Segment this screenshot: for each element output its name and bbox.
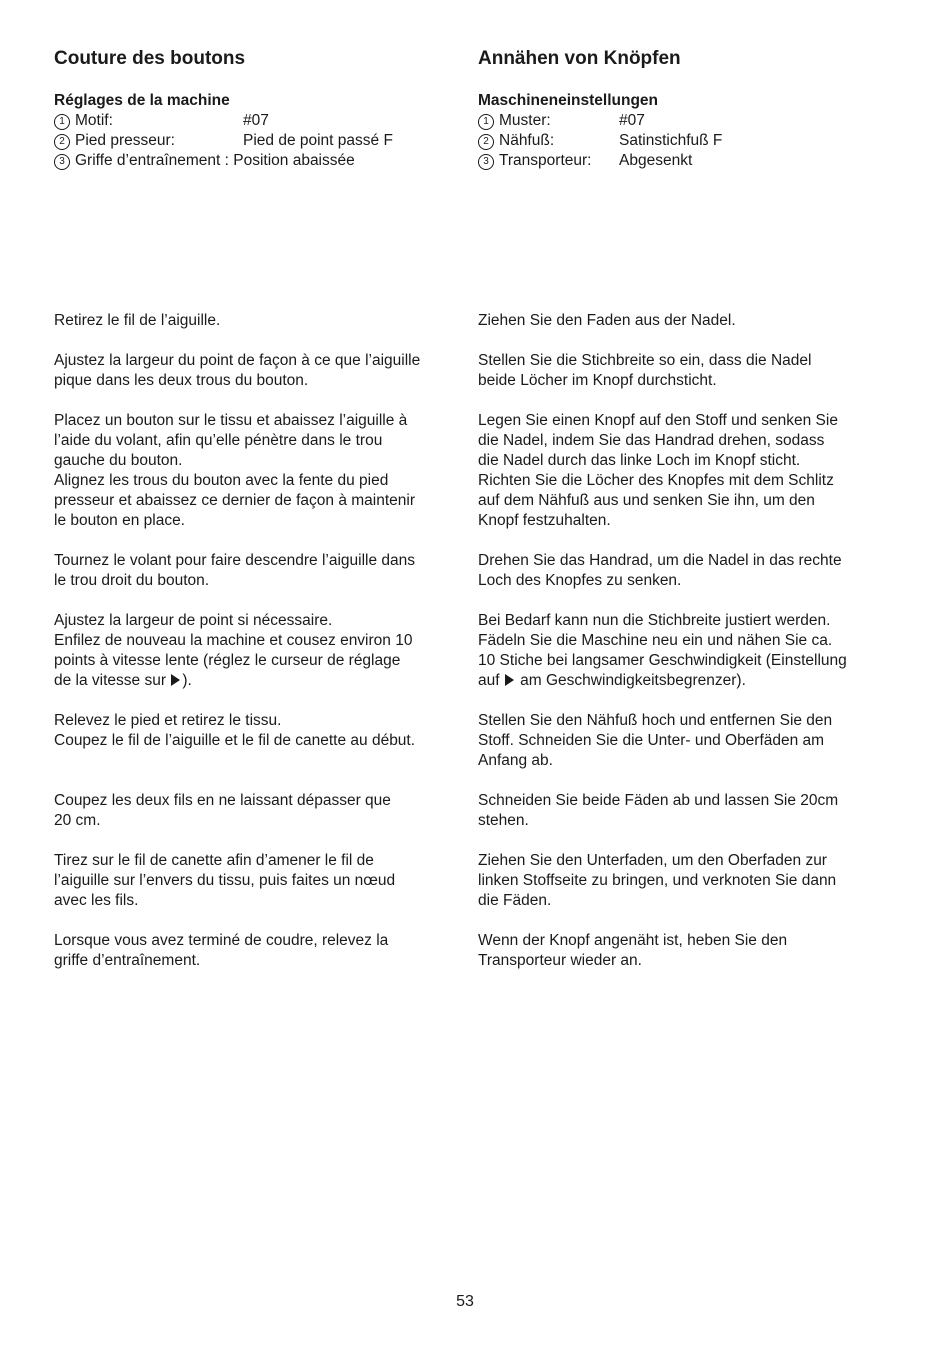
instruction-paragraph [478,351,811,391]
instruction-paragraph [478,851,836,911]
circled-number-icon: 3 [478,154,494,170]
setting-label-cell [54,111,243,131]
text-line: Ziehen Sie den Unterfaden, um den Oberfaden zur [478,852,827,869]
text-line: Alignez les trous du bouton avec la fente du pied [54,472,389,489]
setting-value: Abgesenkt [619,152,693,169]
circled-number-icon: 3 [54,154,70,170]
instruction-paragraph [478,711,832,771]
text-line: Fädeln Sie die Maschine neu ein und nähen Sie ca. [478,632,833,649]
section-title-fr: Couture des boutons [54,48,246,69]
text-line: Stellen Sie den Nähfuß hoch und entfernen Sie den [478,712,833,729]
machine-settings-fr [54,91,393,171]
instruction-paragraph [54,411,415,531]
text-line: Retirez le fil de l’aiguille. [54,312,221,329]
text-line: Wenn der Knopf angenäht ist, heben Sie den [478,932,788,949]
text-fragment: de la vitesse sur [54,672,171,689]
text-line: Loch des Knopfes zu senken. [478,572,682,589]
setting-label: Nähfuß: [499,132,555,149]
text-line: Ziehen Sie den Faden aus der Nadel. [478,312,736,329]
text-line: Knopf festzuhalten. [478,512,611,529]
setting-label-cell [478,151,619,171]
instruction-paragraph [54,851,395,911]
text-line: Coupez le fil de l’aiguille et le fil de canette au début. [54,732,416,749]
instruction-paragraph [54,791,391,831]
setting-label-cell [478,111,619,131]
text-line: points à vitesse lente (réglez le curseur de réglage [54,652,401,669]
text-line: griffe d’entraînement. [54,952,201,969]
instruction-paragraph [54,711,415,751]
text-line: Relevez le pied et retirez le tissu. [54,712,282,729]
text-line: Enfilez de nouveau la machine et cousez environ 10 [54,632,413,649]
setting-label-cell [54,151,229,171]
setting-row-pattern-fr [54,111,393,131]
text-line: avec les fils. [54,892,139,909]
setting-label-cell [54,131,243,151]
text-line: die Nadel durch das linke Loch im Knopf sticht. [478,452,801,469]
text-line: Tournez le volant pour faire descendre l’aiguille dans [54,552,416,569]
setting-value: #07 [243,112,269,129]
setting-row-feed-dogs-fr [54,151,393,171]
text-fragment: am Geschwindigkeitsbegrenzer). [515,672,746,689]
text-line: 20 cm. [54,812,101,829]
settings-title-fr: Réglages de la machine [54,92,230,109]
circled-number-icon: 2 [478,134,494,150]
text-line: 10 Stiche bei langsamer Geschwindigkeit (Einstellung [478,652,847,669]
setting-label: Motif: [75,112,113,129]
setting-label: Griffe d’entraînement : [75,152,229,169]
text-line: Tirez sur le fil de canette afin d’amener le fil de [54,852,374,869]
text-line: Placez un bouton sur le tissu et abaissez l’aiguille à [54,412,408,429]
text-line: gauche du bouton. [54,452,183,469]
text-line: Richten Sie die Löcher des Knopfes mit dem Schlitz [478,472,834,489]
text-line: l’aiguille sur l’envers du tissu, puis faites un nœud [54,872,396,889]
text-line: Ajustez la largeur du point de façon à ce que l’aiguille [54,352,421,369]
setting-row-foot-fr [54,131,393,151]
text-line: beide Löcher im Knopf durchsticht. [478,372,717,389]
instruction-paragraph [478,791,838,831]
instruction-paragraph [54,931,388,971]
section-title-de: Annähen von Knöpfen [478,48,681,69]
instruction-paragraph [478,311,736,331]
circled-number-icon: 1 [478,114,494,130]
text-line: Stoff. Schneiden Sie die Unter- und Oberfäden am [478,732,825,749]
instruction-paragraph [478,551,842,591]
text-fragment: ). [182,672,192,689]
setting-label: Muster: [499,112,551,129]
text-line: stehen. [478,812,529,829]
text-line: le trou droit du bouton. [54,572,210,589]
setting-value: Satinstichfuß F [619,132,723,149]
setting-label-cell [478,131,619,151]
text-line: l’aide du volant, afin qu’elle pénètre dans le trou [54,432,383,449]
text-line: Coupez les deux fils en ne laissant dépasser que [54,792,391,809]
instruction-paragraph [478,411,838,531]
text-line: Anfang ab. [478,752,553,769]
text-line: die Nadel, indem Sie das Handrad drehen, sodass [478,432,825,449]
settings-title-de: Maschineneinstellungen [478,92,659,109]
instruction-paragraph [54,311,220,331]
text-fragment: auf [478,672,504,689]
text-line: linken Stoffseite zu bringen, und verknoten Sie dann [478,872,837,889]
text-line: Bei Bedarf kann nun die Stichbreite justiert werden. [478,612,831,629]
instruction-paragraph [54,611,412,691]
circled-number-icon: 1 [54,114,70,130]
instruction-paragraph [54,551,415,591]
text-line [478,671,847,691]
text-line [54,671,412,691]
instruction-paragraph [478,611,847,691]
text-line: presseur et abaissez ce dernier de façon à maintenir [54,492,416,509]
text-line: Legen Sie einen Knopf auf den Stoff und senken Sie [478,412,838,429]
circled-number-icon: 2 [54,134,70,150]
setting-row-foot-de [478,131,722,151]
page-number: 53 [456,1293,474,1310]
play-arrow-icon [505,674,514,686]
text-line: Lorsque vous avez terminé de coudre, relevez la [54,932,389,949]
text-line: die Fäden. [478,892,552,909]
instruction-paragraph [478,931,787,971]
text-line: Schneiden Sie beide Fäden ab und lassen Sie 20cm [478,792,839,809]
setting-value: Position abaissée [233,152,355,169]
setting-value: #07 [619,112,645,129]
setting-label: Pied presseur: [75,132,175,149]
text-line: Stellen Sie die Stichbreite so ein, dass die Nadel [478,352,812,369]
play-arrow-icon [171,674,180,686]
instruction-paragraph [54,351,420,391]
text-line: Drehen Sie das Handrad, um die Nadel in das rechte [478,552,842,569]
setting-label: Transporteur: [499,152,592,169]
text-line: Transporteur wieder an. [478,952,642,969]
setting-row-pattern-de [478,111,722,131]
setting-value: Pied de point passé F [243,132,393,149]
machine-settings-de [478,91,722,171]
text-line: Ajustez la largeur de point si nécessaire. [54,612,333,629]
setting-row-feed-dogs-de [478,151,722,171]
text-line: pique dans les deux trous du bouton. [54,372,309,389]
text-line: auf dem Nähfuß aus und senken Sie ihn, um den [478,492,815,509]
text-line: le bouton en place. [54,512,185,529]
